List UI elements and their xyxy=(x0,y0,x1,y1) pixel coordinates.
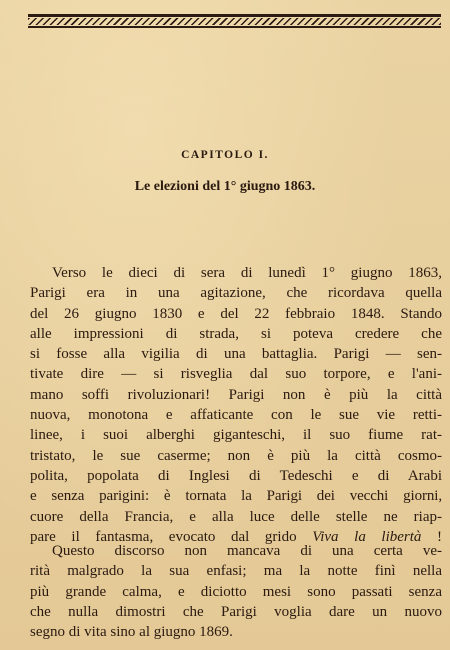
text-line: rità malgrado la sua enfasi; ma la notte finì nella xyxy=(30,563,442,580)
text-line: del 26 giugno 1830 e del 22 febbraio 1848. Stando xyxy=(30,305,442,322)
text-line: e senza parigini: è tornata la Parigi dei vecchi giorni, xyxy=(30,488,442,505)
paragraph-2 xyxy=(30,541,442,642)
text-line: tivate dire — si risveglia dal suo torpore, e l'ani- xyxy=(30,366,442,383)
chapter-heading: CAPITOLO I. xyxy=(181,149,269,161)
text-line: Questo discorso non mancava di una certa ve- xyxy=(52,543,442,559)
text-line: Verso le dieci di sera di lunedì 1° giugno 1863, xyxy=(52,265,442,281)
text-line: più grande calma, e diciotto mesi sono passati senza xyxy=(30,583,442,600)
text-line: che nulla dimostri che Parigi voglia dare un nuovo xyxy=(30,603,442,620)
text-line: segno di vita sino al giugno 1869. xyxy=(30,624,233,641)
text-line: polita, popolata di Inglesi di Tedeschi e di Arabi xyxy=(30,467,442,484)
text-fragment: pare il fantasma, evocato dal grido xyxy=(30,528,313,545)
header-ornament-rule-bottom xyxy=(28,26,441,28)
text-line: Parigi era in una agitazione, che ricordava quella xyxy=(30,285,442,302)
text-line: cuore della Francia, e alla luce delle stelle ne riap- xyxy=(30,508,442,525)
text-line: nuova, monotona e affaticante con le sue vie retti- xyxy=(30,407,442,424)
text-line: alle impressioni di strada, si poteva credere che xyxy=(30,325,442,342)
text-line: linee, i suoi alberghi giganteschi, il suo fiume rat- xyxy=(30,427,442,444)
paragraph-1 xyxy=(30,263,442,547)
header-ornament-pattern xyxy=(28,18,441,25)
text-fragment: ! xyxy=(421,528,442,545)
text-line: mano soffi rivoluzionari! Parigi non è più la città xyxy=(30,386,442,403)
header-ornament-rule-top xyxy=(28,14,441,17)
text-line: tristato, le sue caserme; non è più la città cosmo- xyxy=(30,447,442,464)
italic-phrase: Viva la libertà xyxy=(312,528,422,545)
chapter-title: Le elezioni del 1° giugno 1863. xyxy=(134,179,316,194)
text-line: si fosse alla vigilia di una battaglia. Parigi — sen- xyxy=(30,346,442,363)
